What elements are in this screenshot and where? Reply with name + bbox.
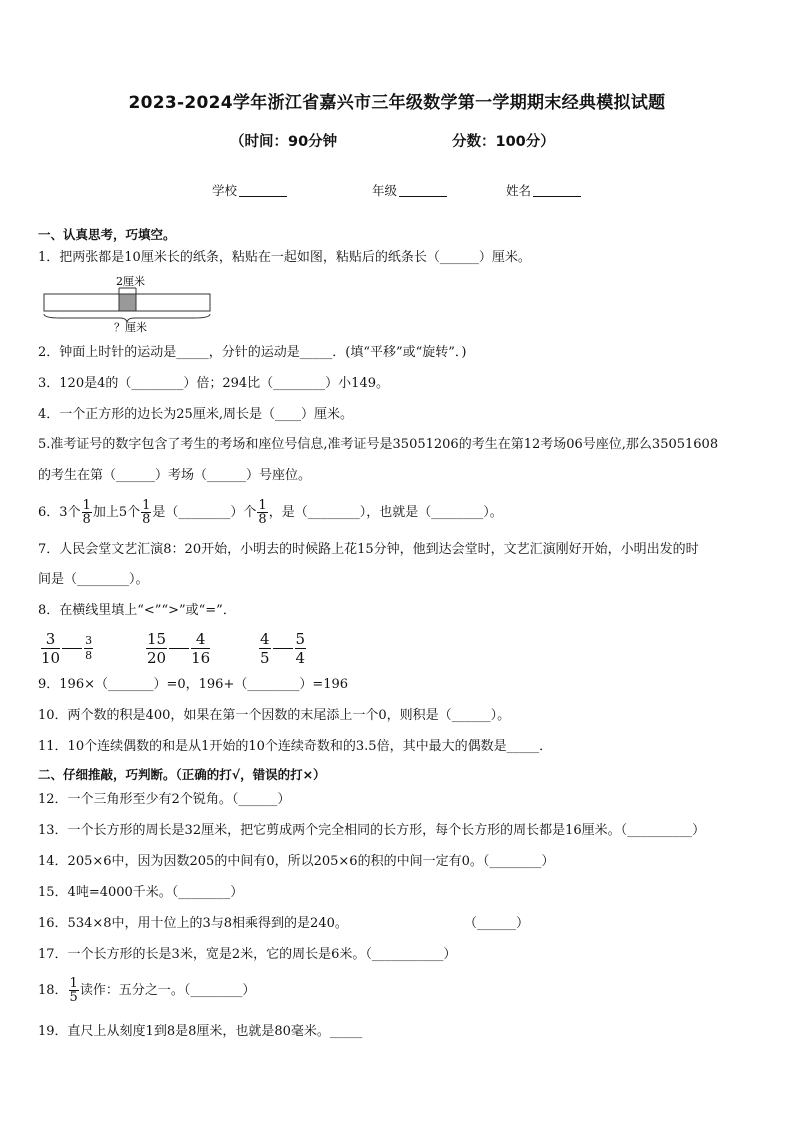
compare-pair-3: $\frac{4}{5}$ $\frac{5}{4}$: [260, 630, 306, 667]
compare-pair-2: $\frac{15}{20}$ $\frac{4}{16}$: [147, 630, 211, 667]
question-10: 10．两个数的积是400，如果在第一个因数的末尾添上一个0，则积是（______）。: [38, 708, 511, 723]
answer-blank: [273, 648, 293, 649]
name-field: 姓名: [506, 181, 581, 199]
question-7-line1: 7．人民会堂文艺汇演8：20开始，小明去的时候路上花15分钟，他到达会堂时，文艺汇演刚好开始，小明出发的时: [38, 542, 699, 557]
answer-blank: [62, 648, 82, 649]
overlap-label: 2厘米: [116, 275, 145, 288]
school-field: 学校: [212, 181, 287, 199]
question-16-blank: （______）: [464, 916, 530, 931]
question-6: 6．3个 $\frac{1}{8}$ 加上5个 $\frac{1}{8}$ 是（________）个 $\frac{1}{8}$ ，是（________），也就是（________）。: [38, 498, 503, 527]
question-9: 9．196×（_______）=0，196+（________）=196: [38, 677, 349, 692]
question-14: 14．205×6中，因为因数205的中间有0，所以205×6的积的中间一定有0。（________）: [38, 854, 555, 869]
answer-blank: [169, 648, 189, 649]
question-11: 11．10个连续偶数的和是从1开始的10个连续奇数和的3.5倍，其中最大的偶数是_____．: [38, 739, 553, 754]
grade-field: 年级: [372, 181, 447, 199]
question-5-line2: 的考生在第（______）考场（______）号座位。: [38, 468, 312, 483]
exam-score: 分数：100分）: [452, 134, 555, 150]
question-8: 8．在横线里填上“<”“>”或“=”．: [38, 603, 236, 618]
question-13: 13．一个长方形的周长是32厘米，把它剪成两个完全相同的长方形，每个长方形的周长都是16厘米。（__________）: [38, 823, 706, 838]
fraction: $\frac{1}{5}$: [69, 976, 78, 1005]
question-3: 3．120是4的（________）倍；294比（________）小149。: [38, 376, 389, 391]
question-18: 18． $\frac{1}{5}$ 读作：五分之一。（________）: [38, 976, 256, 1005]
fraction: $\frac{1}{8}$: [258, 498, 267, 527]
question-15: 15．4吨=4000千米。（________）: [38, 885, 244, 900]
fraction: $\frac{1}{8}$: [142, 498, 151, 527]
question-1: 1．把两张都是10厘米长的纸条，粘贴在一起如图，粘贴后的纸条长（______）厘米。: [38, 250, 531, 265]
compare-pair-1: $\frac{3}{10}$ $\frac{3}{8}$: [41, 630, 93, 667]
section-heading-2: 二、仔细推敲，巧判断。（正确的打√，错误的打×）: [38, 767, 326, 782]
exam-title: 2023-2024学年浙江省嘉兴市三年级数学第一学期期末经典模拟试题: [128, 93, 666, 113]
section-heading-1: 一、认真思考，巧填空。: [38, 227, 176, 242]
question-19: 19．直尺上从刻度1到8是8厘米，也就是80毫米。_____: [38, 1024, 363, 1039]
exam-time: （时间：90分钟: [230, 134, 338, 150]
question-12: 12．一个三角形至少有2个锐角。（______）: [38, 792, 291, 807]
total-length-label: ？厘米: [114, 321, 147, 334]
question-7-line2: 间是（________）。: [38, 572, 149, 587]
question-16: 16．534×8中，用十位上的3与8相乘得到的是240。: [38, 916, 348, 931]
paper-strip-figure: [40, 272, 216, 334]
fraction: $\frac{1}{8}$: [82, 498, 91, 527]
question-5-line1: 5.准考证号的数字包含了考生的考场和座位号信息,准考证号是35051206的考生在第12考场06号座位,那么35051608: [38, 437, 719, 452]
question-2: 2．钟面上时针的运动是_____，分针的运动是_____．(填“平移”或“旋转”．): [38, 345, 467, 360]
question-4: 4．一个正方形的边长为25厘米,周长是（____）厘米。: [38, 407, 353, 422]
question-17: 17．一个长方形的长是3米，宽是2米，它的周长是6米。（___________）: [38, 947, 457, 962]
